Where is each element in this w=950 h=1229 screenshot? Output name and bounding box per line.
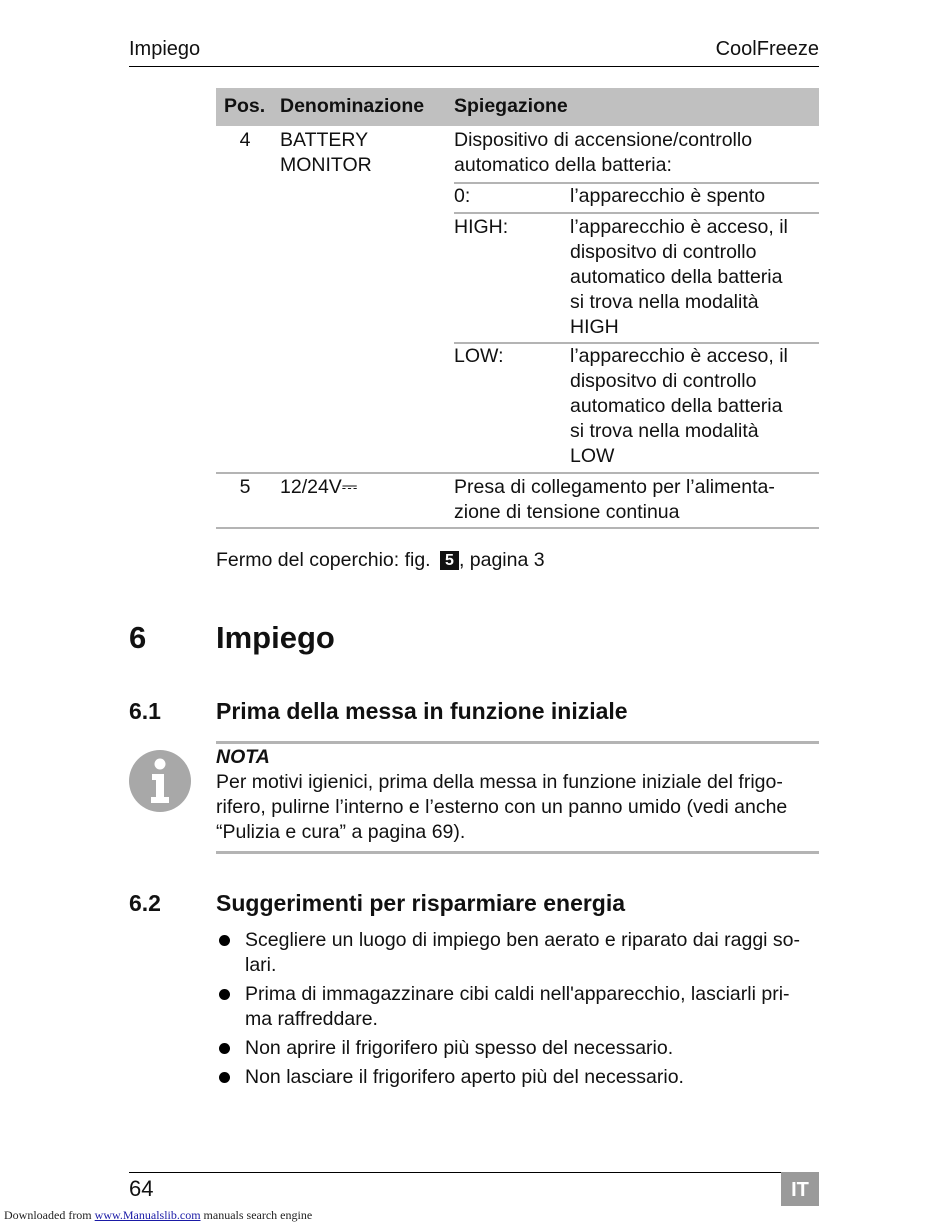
note-top-rule bbox=[216, 741, 819, 744]
row5-expl-line2: zione di tensione continua bbox=[454, 501, 680, 523]
list-item-text bbox=[245, 982, 820, 1032]
bullet-icon bbox=[219, 989, 230, 1000]
mode-low-line: l’apparecchio è acceso, il bbox=[570, 345, 788, 367]
section-number: 6 bbox=[129, 620, 147, 655]
table-bottom-rule bbox=[216, 527, 819, 529]
mode-high-line: dispositvo di controllo bbox=[570, 241, 757, 263]
note-title: NOTA bbox=[216, 746, 270, 768]
list-item-line: Non aprire il frigorifero più spesso del necessario. bbox=[245, 1037, 674, 1059]
mode-0-text bbox=[570, 184, 810, 209]
running-header-section: Impiego bbox=[129, 38, 201, 60]
footer-rule bbox=[129, 1172, 819, 1173]
row5-explanation bbox=[454, 475, 819, 525]
note-bottom-rule bbox=[216, 851, 819, 854]
subsection-title: Suggerimenti per risparmiare energia bbox=[216, 890, 626, 916]
row4-explanation bbox=[454, 128, 819, 178]
figure-number-badge: 5 bbox=[440, 551, 459, 570]
running-header-product: CoolFreeze bbox=[715, 38, 819, 60]
language-tab: IT bbox=[781, 1172, 819, 1206]
bullet-icon bbox=[219, 1072, 230, 1083]
bullet-icon bbox=[219, 935, 230, 946]
mode-high-line: si trova nella modalità bbox=[570, 291, 759, 313]
list-item-line: Scegliere un luogo di impiego ben aerato e riparato dai raggi so- bbox=[245, 929, 801, 951]
header-explanation: Spiegazione bbox=[454, 95, 568, 117]
mode-divider bbox=[454, 212, 819, 214]
table-header-row bbox=[216, 88, 819, 126]
list-item-text bbox=[245, 928, 820, 978]
header-rule bbox=[129, 66, 819, 67]
subsection-number: 6.2 bbox=[129, 890, 161, 916]
mode-low-key: LOW: bbox=[454, 345, 504, 367]
download-notice bbox=[4, 1208, 312, 1223]
mode-high-line: l’apparecchio è acceso, il bbox=[570, 216, 788, 238]
lid-catch-text: Fermo del coperchio: fig. bbox=[216, 549, 431, 571]
list-item-line: ma raffreddare. bbox=[245, 1008, 378, 1030]
list-item-line: lari. bbox=[245, 954, 277, 976]
row4-name bbox=[280, 128, 450, 178]
header-pos: Pos. bbox=[224, 95, 266, 117]
manualslib-link[interactable]: www.Manualslib.com bbox=[94, 1208, 201, 1222]
row-divider bbox=[216, 472, 819, 474]
lid-catch-page: , pagina 3 bbox=[458, 549, 545, 571]
list-item-text bbox=[245, 1036, 820, 1061]
note-body bbox=[216, 770, 819, 845]
mode-0-key: 0: bbox=[454, 185, 471, 207]
subsection-title: Prima della messa in funzione iniziale bbox=[216, 698, 628, 724]
mode-low-line: dispositvo di controllo bbox=[570, 370, 757, 392]
header-name: Denominazione bbox=[280, 95, 425, 117]
components-table bbox=[216, 88, 819, 523]
row5-expl-line1: Presa di collegamento per l’alimenta- bbox=[454, 476, 775, 498]
row4-name-line2: MONITOR bbox=[280, 154, 372, 176]
page-number: 64 bbox=[129, 1176, 154, 1201]
mode-low-line: si trova nella modalità bbox=[570, 420, 759, 442]
bullet-icon bbox=[219, 1043, 230, 1054]
section-title: Impiego bbox=[216, 620, 335, 655]
list-item-line: Non lasciare il frigorifero aperto più del necessario. bbox=[245, 1066, 684, 1088]
mode-high-text bbox=[570, 215, 810, 340]
list-item-line: Prima di immagazzinare cibi caldi nell'apparecchio, lasciarli pri- bbox=[245, 983, 790, 1005]
mode-low-line: LOW bbox=[570, 445, 615, 467]
mode-high-line: automatico della batteria bbox=[570, 266, 783, 288]
note-line: Per motivi igienici, prima della messa in funzione iniziale del frigo- bbox=[216, 771, 783, 793]
mode-high-key: HIGH: bbox=[454, 216, 509, 238]
row4-pos: 4 bbox=[239, 129, 251, 151]
row5-pos: 5 bbox=[239, 476, 251, 498]
mode-low-text bbox=[570, 344, 810, 469]
row5-name: 12/24V⎓ bbox=[280, 476, 358, 498]
mode-high-line: HIGH bbox=[570, 316, 619, 338]
mode-0-line: l’apparecchio è spento bbox=[570, 185, 766, 207]
row4-expl-line2: automatico della batteria: bbox=[454, 154, 672, 176]
info-icon bbox=[129, 750, 191, 812]
note-line: rifero, pulirne l’interno e l’esterno con un panno umido (vedi anche bbox=[216, 796, 788, 818]
row4-expl-line1: Dispositivo di accensione/controllo bbox=[454, 129, 753, 151]
list-item-text bbox=[245, 1065, 820, 1090]
mode-low-line: automatico della batteria bbox=[570, 395, 783, 417]
note-line: “Pulizia e cura” a pagina 69). bbox=[216, 821, 466, 843]
subsection-number: 6.1 bbox=[129, 698, 161, 724]
row4-name-line1: BATTERY bbox=[280, 129, 369, 151]
download-prefix: Downloaded from bbox=[4, 1208, 92, 1222]
download-suffix: manuals search engine bbox=[203, 1208, 313, 1222]
lid-catch-reference bbox=[216, 549, 545, 572]
